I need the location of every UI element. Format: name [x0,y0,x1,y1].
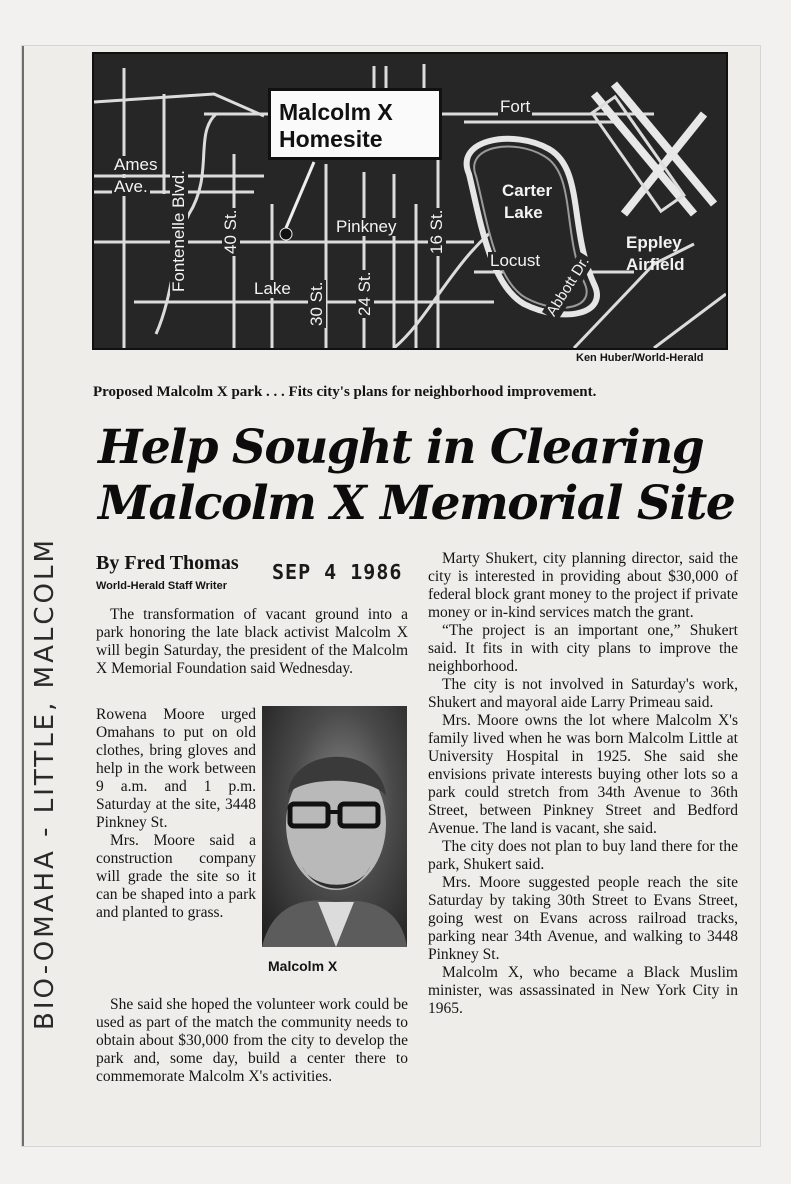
map-label-fontenelle: Fontenelle Blvd. [169,170,188,292]
handwritten-annotation: BIO-OMAHA - LITTLE, MALCOLM [30,537,60,1030]
callout-line-1: Malcolm X [279,99,393,125]
photo-credit: Ken Huber/World-Herald [576,352,704,364]
headline-line-2: Malcolm X Memorial Site [98,476,735,531]
article-paragraph: Mrs. Moore suggested people reach the site Saturday by taking 30th Street to Evans Street, going west on Evans across railroad tracks, parking near 34th Avenue, and walking to 3448 Pinkney St. [428,874,738,963]
map-label-16-st: 16 St. [427,209,446,254]
map-label-24-st: 24 St. [355,271,374,316]
map-label-40-st: 40 St. [221,209,240,254]
photo-caption: Malcolm X [268,958,338,974]
article-paragraph: Mrs. Moore owns the lot where Malcolm X's family lived when he was born Malcolm Little at University Hospital in 1925. She said she envisions private interests buying other lots so a park could stretch from 34th Avenue to 36th Street, between Pinkney Street and Bedford Avenue. The land is vacant, she said. [428,712,738,837]
map-label-carter: Carter [502,181,553,200]
map-label-fort: Fort [500,97,531,116]
article-paragraph: Malcolm X, who became a Black Muslim minister, was assassinated in New York City in 1965. [428,964,738,1017]
map-label-eppley: Eppley [626,233,682,252]
map-label-airfield: Airfield [626,255,685,274]
map-label-ames: Ames [114,155,158,174]
callout-line-2: Homesite [279,126,383,152]
article-column-left-narrow [96,706,256,922]
article-column-left-top [96,606,408,678]
map-label-lake-water: Lake [504,203,543,222]
map-label-locust: Locust [490,251,541,270]
article-column-left-bottom [96,996,408,1086]
portrait-photo [262,706,407,947]
article-paragraph: Marty Shukert, city planning director, said the city is interested in providing about $30,000 of federal block grant money to the project if private money or in-kind services match the grant. [428,550,738,621]
map-label-pinkney: Pinkney [336,217,397,236]
headline-line-1: Help Sought in Clearing [98,420,704,475]
article-paragraph: “The project is an important one,” Shukert said. It fits in with city plans to improve the neighborhood. [428,622,738,675]
article-paragraph: Mrs. Moore said a construction company will grade the site so it can be shaped into a park and planted to grass. [96,832,256,921]
headline [98,420,738,532]
map-label-lake-street: Lake [254,279,291,298]
date-stamp: SEP 4 1986 [272,560,403,584]
byline-name: By Fred Thomas [96,552,239,574]
map-label-30-st: 30 St. [307,281,326,326]
article-paragraph: The city does not plan to buy land there for the park, Shukert said. [428,838,738,873]
map-caption: Proposed Malcolm X park . . . Fits city's plans for neighborhood improvement. [93,384,597,400]
article-paragraph: The city is not involved in Saturday's work, Shukert and mayoral aide Larry Primeau said. [428,676,738,711]
map-label-abbott: Abbott Dr. [542,252,595,321]
article-paragraph: Rowena Moore urged Omahans to put on old clothes, bring gloves and help in the work between 9 a.m. and 1 p.m. Saturday at the site, 3448 Pinkney St. [96,706,256,831]
byline-title: World-Herald Staff Writer [96,580,227,592]
article-paragraph: She said she hoped the volunteer work could be used as part of the match the community needs to obtain about $30,000 from the city to develop the park and, some day, build a center there to commemorate Malcolm X's activities. [96,996,408,1085]
portrait-drawing [262,706,407,947]
article-column-right [428,550,738,1018]
article-paragraph: The transformation of vacant ground into a park honoring the late black activist Malcolm X will begin Saturday, the president of the Malcolm X Memorial Foundation said Wednesday. [96,606,408,677]
map-label-ave: Ave. [114,177,148,196]
homesite-callout [268,88,442,160]
